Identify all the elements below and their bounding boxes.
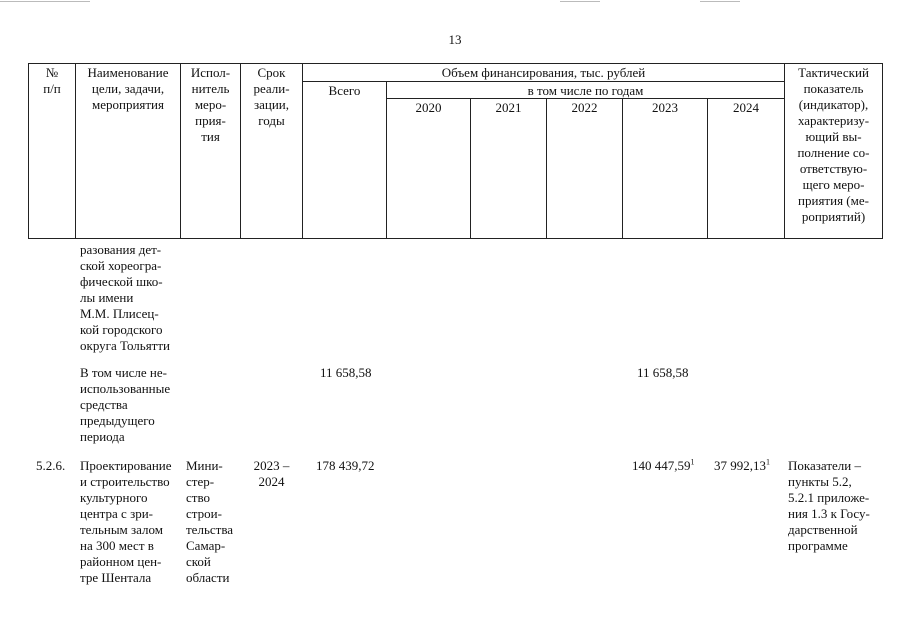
footnote-mark: 1 xyxy=(766,457,770,467)
header-term: Срок реали- зации, годы xyxy=(253,65,290,128)
row-526-total: 178 439,72 xyxy=(316,458,375,473)
row-526-term: 2023 – 2024 xyxy=(253,458,290,489)
header-by-years: в том числе по годам xyxy=(527,83,644,98)
header-year-2023: 2023 xyxy=(652,100,678,115)
row-continuation-name: разования дет- ской хореогра- фической шко- лы имени М.М. Плисец- кой городского округа Тольятти xyxy=(80,242,171,353)
scan-mark xyxy=(700,1,740,2)
page-number: 13 xyxy=(448,32,462,47)
header-executor: Испол- нитель меро- прия- тия xyxy=(190,65,231,144)
header-num: № п/п xyxy=(43,65,61,96)
header-financing: Объем финансирования, тыс. рублей xyxy=(441,65,646,80)
row-526-name: Проектирование и строительство культурного центра с зри- тельным залом на 300 мест в районном цен- тре Шентала xyxy=(80,458,172,585)
scan-mark xyxy=(560,1,600,2)
row-unused-funds-name: В том числе не- использованные средства предыдущего периода xyxy=(80,365,171,444)
row-526-2024: 37 992,13$^1$ xyxy=(714,457,770,473)
scan-mark xyxy=(0,1,90,2)
row-unused-funds-2023: 11 658,58 xyxy=(637,365,689,380)
header-indicator: Тактический показатель (индикатор), характеризу- ющий вы- полнение со- ответствую- щего меро- приятия (ме- роприятий) xyxy=(797,65,870,224)
row-unused-funds-total: 11 658,58 xyxy=(320,365,372,380)
row-526-indicator: Показатели – пункты 5.2, 5.2.1 приложе- ния 1.3 к Госу- дарственной программе xyxy=(788,458,870,553)
header-year-2024: 2024 xyxy=(733,100,759,115)
header-total: Всего xyxy=(328,83,361,98)
header-year-2020: 2020 xyxy=(415,100,442,115)
header-year-2022: 2022 xyxy=(571,100,598,115)
row-526-num: 5.2.6. xyxy=(36,458,66,473)
row-526-2023: 140 447,59$^1$ xyxy=(632,457,695,473)
footnote-mark: 1 xyxy=(690,457,695,467)
row-526-executor: Мини- стер- ство строи- тельства Самар- ской области xyxy=(186,458,234,585)
header-name: Наименование цели, задачи, мероприятия xyxy=(87,65,169,112)
header-year-2021: 2021 xyxy=(495,100,522,115)
